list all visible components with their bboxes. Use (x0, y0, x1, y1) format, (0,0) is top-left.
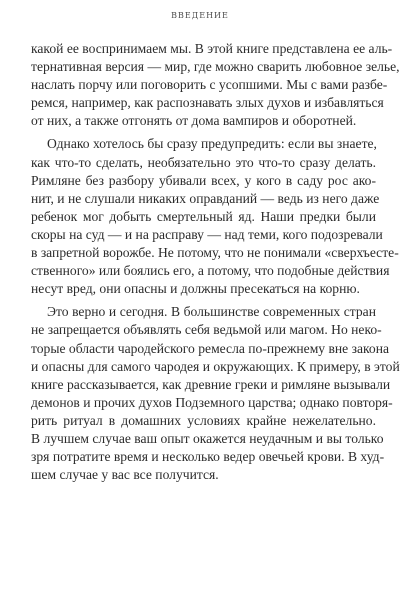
text-line: несут вред, они опасны и должны пресекаться на корню. (31, 281, 360, 297)
text-line: в запретной ворожбе. Не потому, что не понимали «сверхъесте- (31, 245, 399, 261)
text-line: Однако хотелось бы сразу предупредить: если вы знаете, (47, 136, 377, 152)
text-line: как что-то сделать, необязательно это что-то сразу делать. (31, 154, 376, 170)
paragraph-2 (31, 135, 399, 298)
text-line: ственного» или боялись его, а потому, что подобные действия (31, 263, 390, 279)
running-header: ВВЕДЕНИЕ (171, 11, 229, 20)
text-line: книге рассказывается, как древние греки и римляне вызывали (31, 376, 391, 392)
text-line: не запрещается объявлять себя ведьмой или магом. Но неко- (31, 322, 382, 338)
text-line: нит, и не слушали никаких оправданий — ведь из него даже (31, 190, 380, 206)
text-line: тернативная версия — мир, где можно сварить любовное зелье, (31, 59, 400, 75)
text-line: скоры на суд — и на расправу — над теми, кого подозревали (31, 226, 383, 242)
text-line: наслать порчу или поговорить с усопшими. Мы с вами разбе- (31, 77, 388, 93)
text-line: от них, а также отгонять от дома вампиров и оборотней. (31, 113, 357, 129)
paragraph-3 (31, 303, 400, 484)
text-line: торые области чародейского ремесла по-прежнему вне закона (31, 340, 390, 356)
text-line: какой ее воспринимаем мы. В этой книге представлена ее аль- (31, 41, 393, 56)
text-line: ремся, например, как распознавать злых духов и избавляться (31, 95, 384, 111)
text-line: Римляне без разбору убивали всех, у кого в саду рос ако- (31, 172, 376, 188)
text-line: и опасны для самого чародея и окружающих. К примеру, в этой (31, 358, 400, 374)
paragraph-1 (31, 40, 400, 130)
body-text (31, 40, 400, 489)
text-line: зря потратите время и несколько ведер овечьей крови. В худ- (31, 449, 385, 465)
text-line: Это верно и сегодня. В большинстве современных стран (47, 304, 376, 320)
text-line: рить ритуал в домашних условиях крайне нежелательно. (31, 412, 376, 428)
text-line: ребенок мог добыть смертельный яд. Наши предки были (31, 208, 376, 224)
text-line: шем случае у вас все получится. (31, 467, 219, 483)
text-line: В лучшем случае ваш опыт окажется неудачным и вы только (31, 430, 384, 446)
text-line: демонов и прочих духов Подземного царства; однако повторя- (31, 394, 393, 410)
